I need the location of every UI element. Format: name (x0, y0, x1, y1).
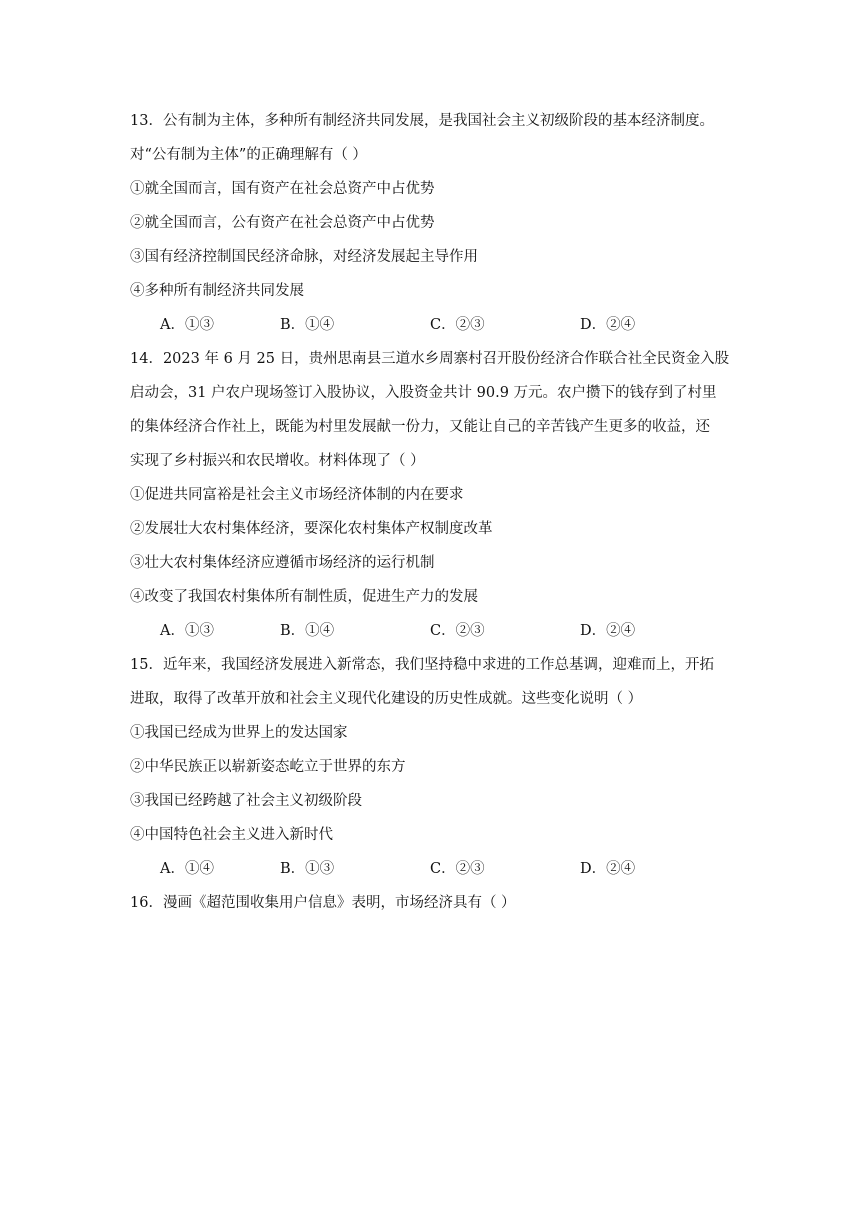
question-14-option-c[interactable]: C．②③ (430, 623, 485, 639)
question-15-option-a[interactable]: A．①④ (160, 861, 214, 877)
question-15-option-d[interactable]: D．②④ (580, 861, 636, 877)
question-15-stem-line-1: 15．近年来，我国经济发展进入新常态，我们坚持稳中求进的工作总基调，迎难而上，开拓 (130, 657, 714, 673)
question-14-statement-1: ①促进共同富裕是社会主义市场经济体制的内在要求 (130, 487, 464, 503)
question-13-option-d[interactable]: D．②④ (580, 317, 636, 333)
question-14-stem-line-4: 实现了乡村振兴和农民增收。材料体现了（ ） (130, 453, 425, 469)
question-15-option-c[interactable]: C．②③ (430, 861, 485, 877)
question-14-option-d[interactable]: D．②④ (580, 623, 636, 639)
question-13-option-c[interactable]: C．②③ (430, 317, 485, 333)
question-14-stem-line-3: 的集体经济合作社上，既能为村里发展献一份力，又能让自己的辛苦钱产生更多的收益，还 (130, 419, 710, 435)
question-13-statement-2: ②就全国而言，公有资产在社会总资产中占优势 (130, 215, 435, 231)
question-15-statement-1: ①我国已经成为世界上的发达国家 (130, 725, 348, 741)
question-13-statement-1: ①就全国而言，国有资产在社会总资产中占优势 (130, 181, 435, 197)
question-13-option-b[interactable]: B．①④ (280, 317, 335, 333)
question-14-option-b[interactable]: B．①④ (280, 623, 335, 639)
question-13-statement-4: ④多种所有制经济共同发展 (130, 283, 304, 299)
question-15-statement-2: ②中华民族正以崭新姿态屹立于世界的东方 (130, 759, 406, 775)
question-14-statement-2: ②发展壮大农村集体经济，要深化农村集体产权制度改革 (130, 521, 493, 537)
question-14-stem-line-1: 14．2023 年 6 月 25 日，贵州思南县三道水乡周寨村召开股份经济合作联合社全民资金入股 (130, 351, 730, 367)
question-13-stem-line-1: 13．公有制为主体，多种所有制经济共同发展，是我国社会主义初级阶段的基本经济制度。 (130, 113, 714, 129)
question-15-option-b[interactable]: B．①③ (280, 861, 335, 877)
question-14-stem-line-2: 启动会，31 户农户现场签订入股协议，入股资金共计 90.9 万元。农户攒下的钱存到了村里 (130, 385, 717, 401)
question-14-option-a[interactable]: A．①③ (160, 623, 214, 639)
question-14-statement-3: ③壮大农村集体经济应遵循市场经济的运行机制 (130, 555, 435, 571)
question-14-statement-4: ④改变了我国农村集体所有制性质，促进生产力的发展 (130, 589, 478, 605)
question-13-statement-3: ③国有经济控制国民经济命脉，对经济发展起主导作用 (130, 249, 478, 265)
question-15-statement-4: ④中国特色社会主义进入新时代 (130, 827, 333, 843)
question-15-stem-line-2: 进取，取得了改革开放和社会主义现代化建设的历史性成就。这些变化说明（ ） (130, 691, 643, 707)
question-16-stem-line-1: 16．漫画《超范围收集用户信息》表明，市场经济具有（ ） (130, 895, 516, 911)
question-15-statement-3: ③我国已经跨越了社会主义初级阶段 (130, 793, 362, 809)
question-13-stem-line-2: 对“公有制为主体”的正确理解有（ ） (130, 147, 367, 163)
question-13-option-a[interactable]: A．①③ (160, 317, 214, 333)
